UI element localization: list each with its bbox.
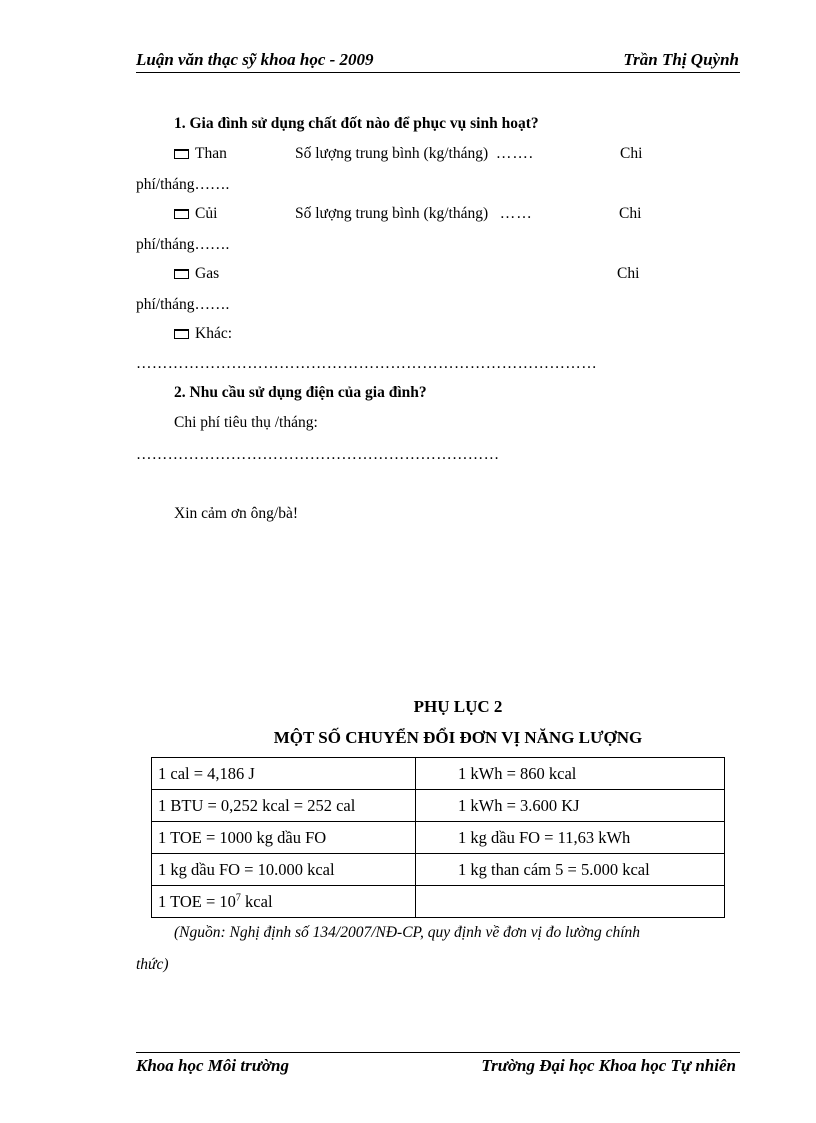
exponent: 7: [235, 892, 241, 903]
table-row: [152, 790, 725, 822]
table-row: [152, 886, 725, 918]
appendix-subtitle: MỘT SỐ CHUYỂN ĐỔI ĐƠN VỊ NĂNG LƯỢNG: [273, 728, 643, 747]
question-1-title: 1. Gia đình sử dụng chất đốt nào để phục vụ sinh hoạt?: [174, 115, 539, 132]
table-cell: 1 kWh = 3.600 KJ: [416, 790, 725, 822]
option-cui-quantity: Số lượng trung bình (kg/tháng) ……: [295, 205, 533, 222]
option-gas-cost-a: Chi: [617, 265, 640, 282]
table-cell: 1 cal = 4,186 J: [152, 758, 416, 790]
table-cell: [416, 886, 725, 918]
header-right: Trần Thị Quỳnh: [623, 50, 739, 69]
option-than-quantity: Số lượng trung bình (kg/tháng) …….: [295, 145, 534, 162]
table-row: [152, 822, 725, 854]
appendix-title: PHỤ LỤC 2: [413, 697, 503, 716]
option-than-cost-a: Chi: [620, 145, 643, 162]
option-cui: Củi: [174, 205, 217, 223]
option-gas: Gas: [174, 265, 219, 283]
checkbox-icon: [174, 149, 189, 159]
source-note-line2: thức): [136, 956, 169, 973]
header-rule: [136, 72, 740, 73]
option-gas-cost-b: phí/tháng…….: [136, 296, 230, 313]
footer-right: Trường Đại học Khoa học Tự nhiên: [481, 1056, 736, 1075]
checkbox-icon: [174, 269, 189, 279]
table-cell: 1 TOE = 1000 kg dầu FO: [152, 822, 416, 854]
header-left: Luận văn thạc sỹ khoa học - 2009: [136, 50, 374, 69]
table-cell: 1 kWh = 860 kcal: [416, 758, 725, 790]
source-note-line1: (Nguồn: Nghị định số 134/2007/NĐ-CP, quy định về đơn vị đo lường chính: [174, 924, 641, 941]
thanks-text: Xin cảm ơn ông/bà!: [174, 505, 298, 522]
table-cell: 1 TOE = $10^7$ kcal: [152, 886, 416, 918]
table-row: [152, 854, 725, 886]
conversion-table: [151, 757, 725, 918]
footer-left: Khoa học Môi trường: [136, 1056, 289, 1075]
question-2-title: 2. Nhu cầu sử dụng điện của gia đình?: [174, 384, 427, 401]
option-cui-cost-b: phí/tháng…….: [136, 236, 230, 253]
electric-cost-dots: ……………………………………………………………: [136, 446, 500, 463]
footer-rule: [136, 1052, 740, 1053]
table-cell: 1 kg than cám 5 = 5.000 kcal: [416, 854, 725, 886]
option-cui-cost-a: Chi: [619, 205, 642, 222]
table-cell: 1 kg dầu FO = 11,63 kWh: [416, 822, 725, 854]
table-row: [152, 758, 725, 790]
checkbox-icon: [174, 209, 189, 219]
table-cell: 1 kg dầu FO = 10.000 kcal: [152, 854, 416, 886]
option-khac-dots: ……………………………………………………………………………: [136, 355, 598, 372]
checkbox-icon: [174, 329, 189, 339]
electric-cost-label: Chi phí tiêu thụ /tháng:: [174, 414, 318, 431]
option-than-cost-b: phí/tháng…….: [136, 176, 230, 193]
table-cell: 1 BTU = 0,252 kcal = 252 cal: [152, 790, 416, 822]
option-khac: Khác:: [174, 325, 232, 343]
option-than: Than: [174, 145, 227, 163]
